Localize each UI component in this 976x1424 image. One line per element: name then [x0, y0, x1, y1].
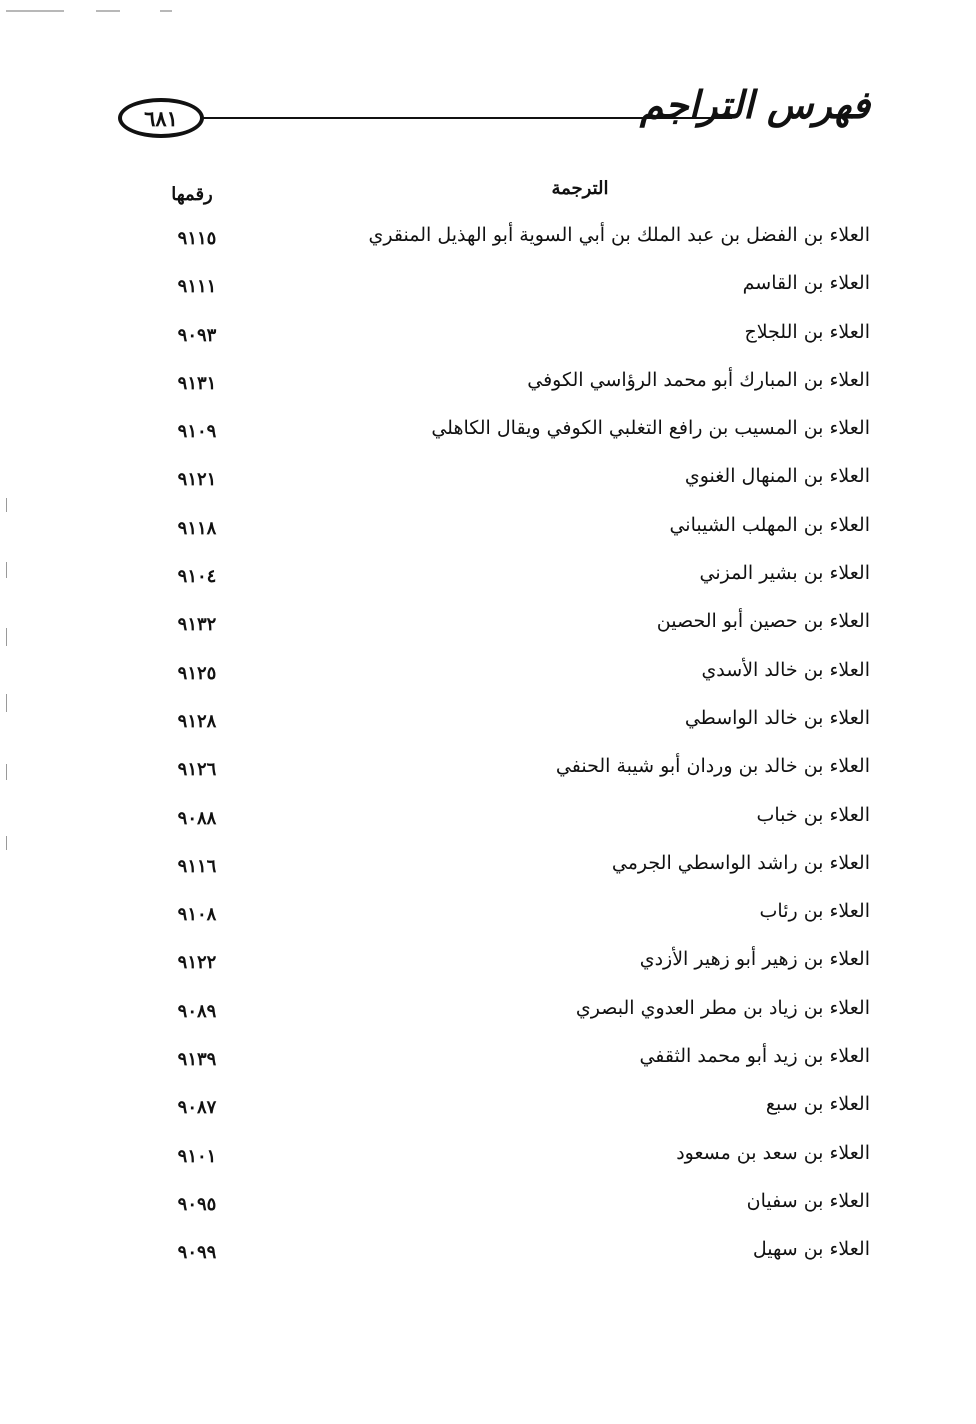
index-entry	[130, 946, 870, 994]
entry-name: العلاء بن الفضل بن عبد الملك بن أبي السوية أبو الهذيل المنقري	[368, 224, 870, 246]
column-heading-translation: الترجمة	[551, 178, 609, 199]
entries-list	[130, 222, 870, 1285]
index-entry	[130, 222, 870, 270]
index-entry	[130, 1043, 870, 1091]
index-entry	[130, 753, 870, 801]
entry-number: ٩٠٩٩	[177, 1242, 217, 1264]
index-entry	[130, 463, 870, 511]
index-entry	[130, 995, 870, 1043]
entry-number: ٩١٣١	[177, 372, 217, 394]
entry-number: ٩١٠٩	[177, 421, 217, 443]
index-entry	[130, 1188, 870, 1236]
scan-mark	[160, 10, 172, 12]
margin-tick	[6, 628, 7, 646]
index-entry	[130, 1236, 870, 1284]
index-entry	[130, 657, 870, 705]
entry-number: ٩٠٩٥	[177, 1193, 217, 1215]
entry-name: العلاء بن خالد الأسدي	[701, 658, 870, 681]
entry-name: العلاء بن اللجلاج	[744, 320, 870, 343]
index-entry	[130, 705, 870, 753]
index-title: فهرس التراجم	[639, 82, 870, 127]
entry-number: ٩١٢٥	[177, 662, 217, 684]
index-entry	[130, 270, 870, 318]
entry-name: العلاء بن القاسم	[742, 272, 870, 295]
index-entry	[130, 319, 870, 367]
index-entry	[130, 850, 870, 898]
entry-name: العلاء بن خباب	[756, 803, 870, 826]
index-entry	[130, 367, 870, 415]
index-entry	[130, 415, 870, 463]
entry-number: ٩٠٩٣	[177, 324, 217, 346]
page-header	[118, 82, 878, 162]
entry-name: العلاء بن سعد بن مسعود	[676, 1141, 870, 1164]
entry-name: العلاء بن زيد أبو محمد الثقفي	[639, 1045, 870, 1068]
entry-name: العلاء بن المبارك أبو محمد الرؤاسي الكوفي	[527, 368, 870, 391]
entry-number: ٩١٣٩	[177, 1049, 217, 1071]
index-entry	[130, 1091, 870, 1139]
page-number-oval	[118, 98, 204, 138]
entry-number: ٩١٢٦	[177, 759, 217, 781]
margin-tick	[6, 694, 7, 712]
entry-name: العلاء بن سبع	[765, 1093, 870, 1116]
entry-number: ٩١١١	[177, 276, 217, 298]
page-number: ٦٨١	[144, 105, 178, 131]
index-entry	[130, 512, 870, 560]
index-entry	[130, 802, 870, 850]
margin-tick	[6, 562, 7, 578]
entry-number: ٩١٢٨	[177, 710, 217, 732]
entry-name: العلاء بن سهيل	[752, 1238, 870, 1261]
index-entry	[130, 560, 870, 608]
scan-mark	[96, 10, 120, 12]
entry-name: العلاء بن المهلب الشيباني	[669, 513, 870, 536]
entry-name: العلاء بن المنهال الغنوي	[684, 465, 870, 488]
entry-name: العلاء بن زهير أبو زهير الأزدي	[639, 948, 870, 971]
entry-number: ٩١٠٤	[177, 566, 217, 588]
index-entry	[130, 608, 870, 656]
entry-number: ٩٠٨٨	[177, 807, 217, 829]
entry-number: ٩١٠٨	[177, 904, 217, 926]
entry-number: ٩١١٥	[177, 228, 217, 249]
entry-number: ٩١١٦	[177, 855, 217, 877]
entry-number: ٩١٣٢	[177, 614, 217, 636]
entry-number: ٩٠٨٧	[177, 1097, 217, 1119]
entry-name: العلاء بن سفيان	[746, 1189, 870, 1212]
margin-tick	[6, 836, 7, 850]
entry-name: العلاء بن خالد الواسطي	[684, 706, 870, 729]
scan-mark	[6, 10, 64, 12]
entry-name: العلاء بن بشير المزني	[699, 562, 870, 585]
entry-number: ٩١٠١	[177, 1145, 217, 1167]
column-heading-number: رقمها	[171, 184, 213, 205]
margin-tick	[6, 498, 7, 512]
entry-name: العلاء بن رئاب	[759, 900, 870, 923]
entry-name: العلاء بن زياد بن مطر العدوي البصري	[575, 996, 870, 1019]
entry-number: ٩١٢١	[177, 469, 217, 491]
entry-name: العلاء بن خالد بن وردان أبو شيبة الحنفي	[555, 755, 870, 778]
entry-number: ٩٠٨٩	[177, 1000, 217, 1022]
index-entry	[130, 898, 870, 946]
entry-number: ٩١١٨	[177, 517, 217, 539]
entry-name: العلاء بن حصين أبو الحصين	[656, 610, 870, 633]
index-entry	[130, 1140, 870, 1188]
margin-tick	[6, 764, 7, 780]
entry-name: العلاء بن راشد الواسطي الجرمي	[611, 851, 870, 874]
entry-number: ٩١٢٢	[177, 952, 217, 974]
entry-name: العلاء بن المسيب بن رافع التغلبي الكوفي ويقال الكاهلي	[431, 417, 870, 440]
